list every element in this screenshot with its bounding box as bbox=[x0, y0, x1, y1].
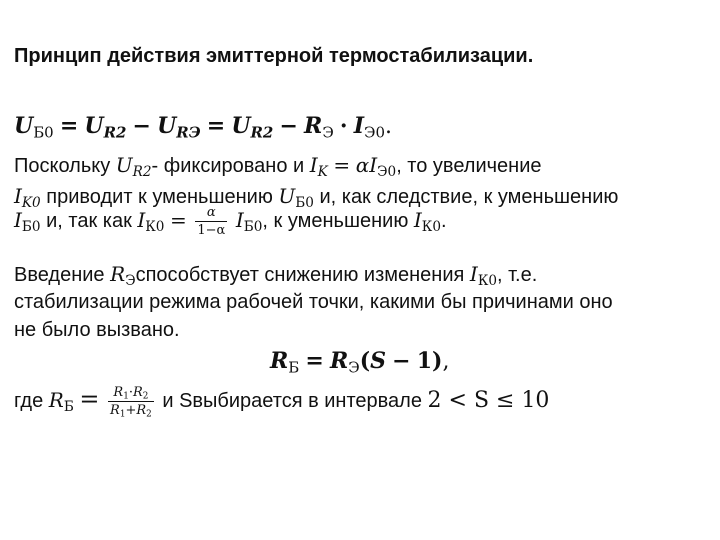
alpha-fraction: $\frac{\alpha}{1-\alpha}$ bbox=[197, 205, 226, 238]
rb-fraction: $\frac{R_1\cdot R_2}{R_1+R_2}$ bbox=[110, 385, 152, 420]
para2-line1: Введение $R_Эспособствует$ снижению изменения $I_{К0}$, т.е. bbox=[14, 262, 538, 290]
s-interval: 2 < S ≤ 10 bbox=[427, 387, 550, 413]
para1-line2: $I_{K0}$ приводит к уменьшению $U_{Б0}$ и, как следствие, к уменьшению bbox=[14, 184, 619, 212]
para1-line3: $I_{Б0}$ и, так как $I_{К0}$ = $\frac{\alpha}{1-\alpha}$ $I_{Б0}$, к уменьшению $I_{К0}$. bbox=[14, 205, 447, 238]
formula-base-resistor: $R_Б = R_Э(S - 1)$, bbox=[270, 348, 450, 377]
para2-line3: не было вызвано. bbox=[14, 319, 180, 341]
para2-line2: стабилизации режима рабочей точки, какими бы причинами оно bbox=[14, 291, 613, 313]
para1-line1: Поскольку $U_{R2}-$ фиксировано и $I_K = \alpha I_{Э0}$, то увеличение bbox=[14, 153, 542, 181]
formula-rb-definition: где $R_Б$ = $\frac{R_1\cdot R_2}{R_1+R_2}$ и Sвыбирается в интервале 2 < S ≤ 10 bbox=[14, 384, 550, 420]
page-title: Принцип действия эмиттерной термостабилизации. bbox=[14, 45, 534, 67]
formula-base-voltage: $U_{Б0} = U_{R2} - U_{RЭ} = U_{R2} - R_Э \cdot I_{Э0}$. bbox=[14, 113, 392, 142]
